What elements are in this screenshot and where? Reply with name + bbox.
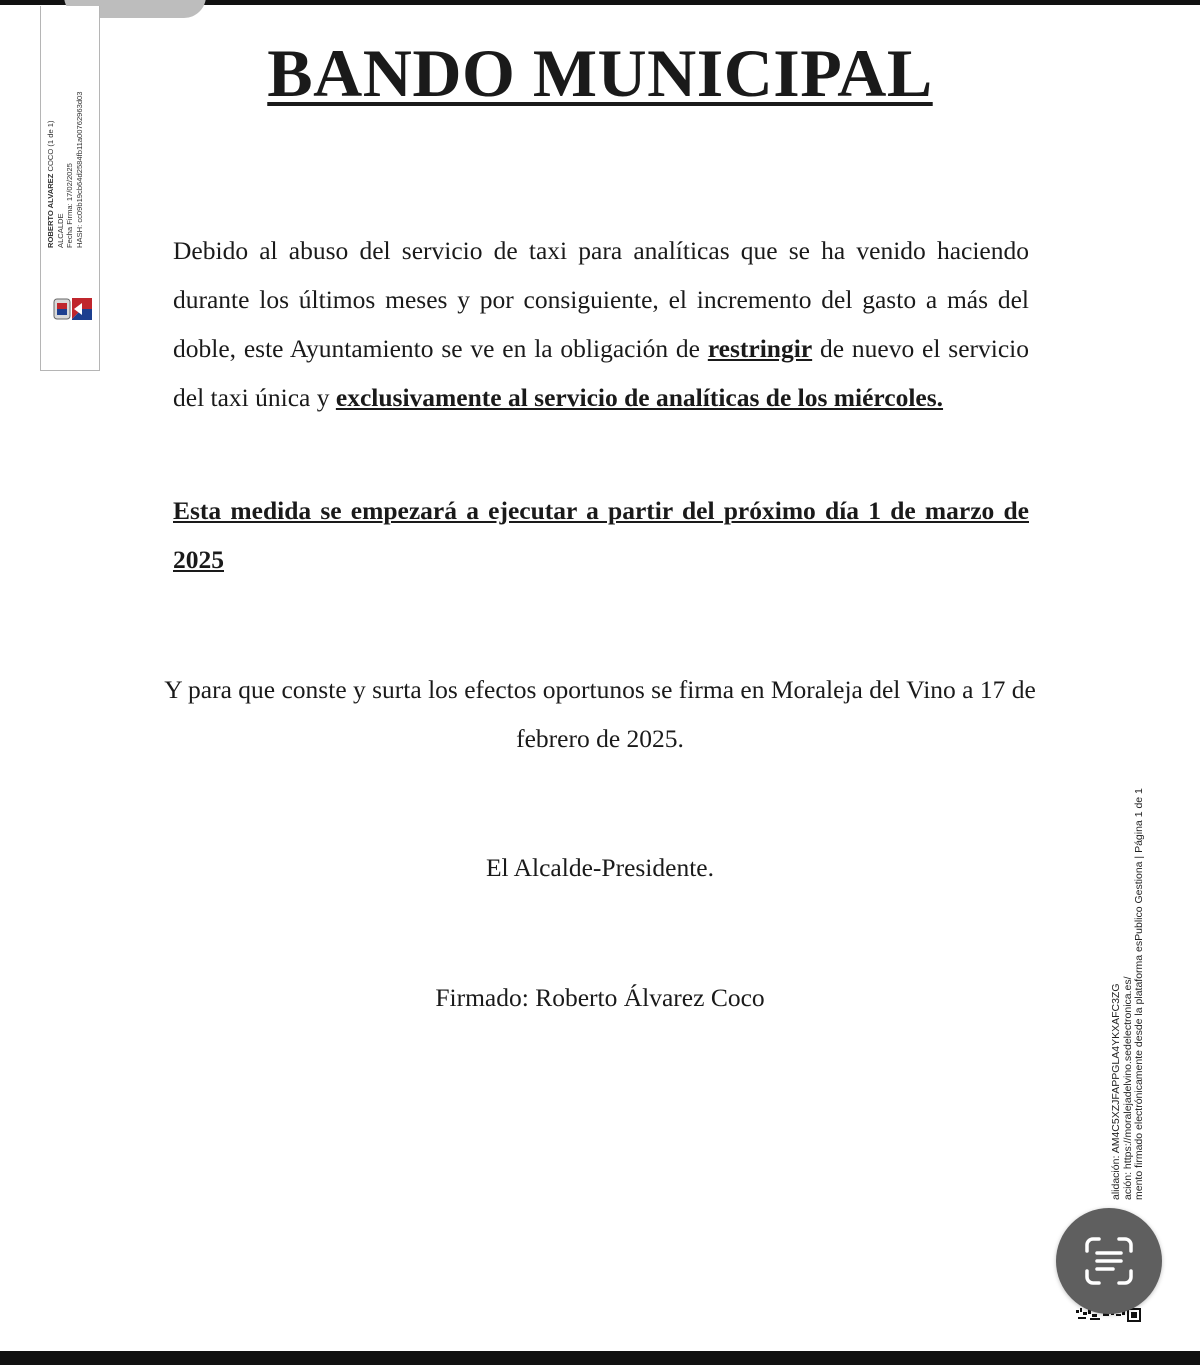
validation-code: alidación: AM4C5XZJFAPPGLA4YKXAFC3ZG [1110,983,1122,1200]
paragraph-text-a: Debido al abuso del servicio de taxi para analíticas que se ha venido haciendo durante los últimos meses y por consiguiente, el incremento del gasto a más del doble, este Ayuntamiento se ve en la obligación de [173,236,1029,363]
signer-role: ALCALDE [55,213,65,248]
signature-stamp-text [46,91,84,248]
validation-text [1111,788,1146,1200]
effective-date-paragraph: Esta medida se empezará a ejecutar a partir del próximo día 1 de marzo de 2025 [173,496,1029,574]
text-scan-button[interactable] [1056,1208,1162,1314]
signature-date: Fecha Firma: 17/02/2025 [65,163,75,248]
validation-url: ación: https://moralejadelvino.sedelectronica.es/ [1121,976,1134,1200]
signed-by: Firmado: Roberto Álvarez Coco [435,983,765,1012]
paragraph-text-b: de nuevo el servicio del taxi única y [173,334,1029,412]
main-paragraph [173,226,1029,422]
signer-name: ROBERTO ALVAREZ [46,173,55,248]
validation-platform: mento firmado electrónicamente desde la plataforma esPublico Gestiona | Página 1 de 1 [1133,788,1145,1200]
signature-hash: HASH: cc09b19cb64d2584fb11a00762963d03 [74,91,84,248]
mayor-role: El Alcalde-Presidente. [485,853,714,882]
page-title: BANDO MUNICIPAL [267,35,933,111]
signer-name-rest: COCO (1 de 1) [46,120,55,174]
municipal-seal-icon [52,295,94,323]
text-scan-icon [1079,1231,1139,1291]
restringir-emphasis: restringir [707,334,813,363]
closing-statement: Y para que conste y surta los efectos oportunos se firma en Moraleja del Vino a 17 de febrero de 2025. [164,675,1036,753]
bottom-edge [0,1351,1200,1365]
exclusivamente-emphasis: exclusivamente al servicio de analíticas de los miércoles. [335,383,944,412]
